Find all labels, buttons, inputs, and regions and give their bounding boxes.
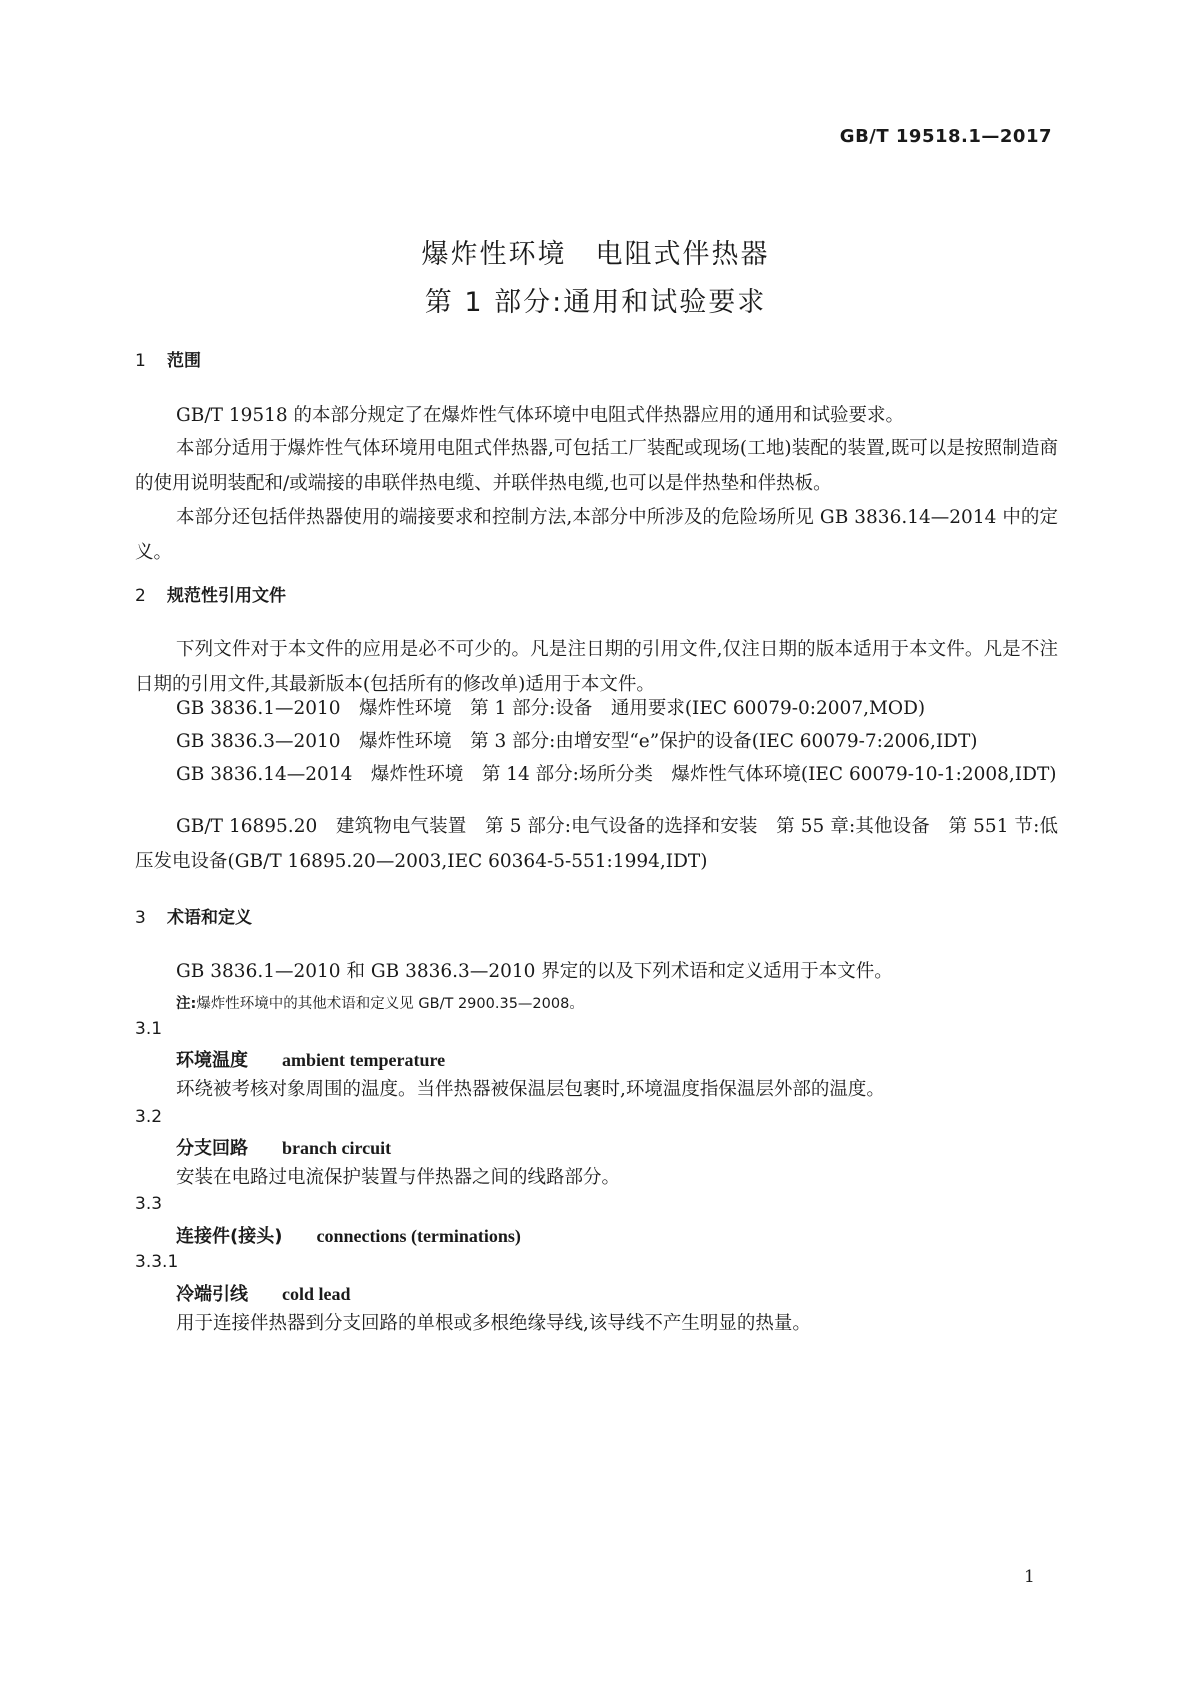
term-entry bbox=[176, 1046, 445, 1072]
section-title: 范围 bbox=[167, 351, 201, 371]
note-text: 爆炸性环境中的其他术语和定义见 GB/T 2900.35—2008。 bbox=[196, 996, 584, 1012]
standard-number: GB/T 19518.1—2017 bbox=[839, 126, 1052, 147]
term-en: cold lead bbox=[282, 1284, 351, 1304]
section-heading-3 bbox=[135, 903, 252, 928]
section-heading-1 bbox=[135, 346, 201, 371]
term-zh: 连接件(接头) bbox=[176, 1226, 283, 1247]
reference-item: GB 3836.1—2010 爆炸性环境 第 1 部分:设备 通用要求(IEC 60079-0:2007,MOD) bbox=[176, 698, 926, 719]
term-entry bbox=[176, 1134, 391, 1160]
document-title-line1: 爆炸性环境 电阻式伴热器 bbox=[421, 239, 770, 270]
term-zh: 分支回路 bbox=[176, 1138, 248, 1159]
term-zh: 冷端引线 bbox=[176, 1284, 248, 1305]
section-title: 术语和定义 bbox=[167, 908, 252, 928]
section-number: 1 bbox=[135, 351, 146, 371]
section-number: 3 bbox=[135, 908, 146, 928]
clause-number: 3.2 bbox=[135, 1107, 163, 1127]
term-definition: 环绕被考核对象周围的温度。当伴热器被保温层包裹时,环境温度指保温层外部的温度。 bbox=[176, 1079, 885, 1100]
term-en: branch circuit bbox=[282, 1138, 392, 1158]
paragraph: 下列文件对于本文件的应用是必不可少的。凡是注日期的引用文件,仅注日期的版本适用于本文件。凡是不注日期的引用文件,其最新版本(包括所有的修改单)适用于本文件。 bbox=[135, 639, 1058, 695]
page-number: 1 bbox=[1024, 1567, 1035, 1587]
reference-item: GB/T 16895.20 建筑物电气装置 第 5 部分:电气设备的选择和安装 第 55 章:其他设备 第 551 节:低压发电设备(GB/T 16895.20—2003,IEC 60364-5-551:1994,IDT) bbox=[135, 816, 1058, 872]
document-title-line2: 第 1 部分:通用和试验要求 bbox=[424, 287, 767, 318]
term-en: ambient temperature bbox=[282, 1050, 446, 1070]
note bbox=[176, 992, 584, 1013]
clause-number: 3.3.1 bbox=[135, 1252, 179, 1272]
term-definition: 用于连接伴热器到分支回路的单根或多根绝缘导线,该导线不产生明显的热量。 bbox=[176, 1313, 811, 1334]
section-number: 2 bbox=[135, 586, 146, 606]
term-definition: 安装在电路过电流保护装置与伴热器之间的线路部分。 bbox=[176, 1167, 621, 1188]
paragraph: GB/T 19518 的本部分规定了在爆炸性气体环境中电阻式伴热器应用的通用和试验要求。 bbox=[176, 405, 905, 426]
clause-number: 3.1 bbox=[135, 1019, 163, 1039]
paragraph: 本部分适用于爆炸性气体环境用电阻式伴热器,可包括工厂装配或现场(工地)装配的装置,既可以是按照制造商的使用说明装配和/或端接的串联伴热电缆、并联伴热电缆,也可以是伴热垫和伴热板。 bbox=[135, 438, 1058, 494]
paragraph: GB 3836.1—2010 和 GB 3836.3—2010 界定的以及下列术语和定义适用于本文件。 bbox=[176, 961, 893, 982]
term-zh: 环境温度 bbox=[176, 1050, 248, 1071]
reference-item: GB 3836.14—2014 爆炸性环境 第 14 部分:场所分类 爆炸性气体环境(IEC 60079-10-1:2008,IDT) bbox=[176, 764, 1057, 785]
term-en: connections (terminations) bbox=[316, 1226, 521, 1246]
section-heading-2 bbox=[135, 581, 286, 606]
section-title: 规范性引用文件 bbox=[167, 586, 286, 606]
term-entry bbox=[176, 1280, 351, 1306]
term-entry bbox=[176, 1222, 521, 1248]
clause-number: 3.3 bbox=[135, 1194, 163, 1214]
note-label: 注: bbox=[176, 996, 197, 1012]
paragraph: 本部分还包括伴热器使用的端接要求和控制方法,本部分中所涉及的危险场所见 GB 3836.14—2014 中的定义。 bbox=[135, 507, 1058, 563]
reference-item: GB 3836.3—2010 爆炸性环境 第 3 部分:由增安型“e”保护的设备(IEC 60079-7:2006,IDT) bbox=[176, 731, 978, 752]
